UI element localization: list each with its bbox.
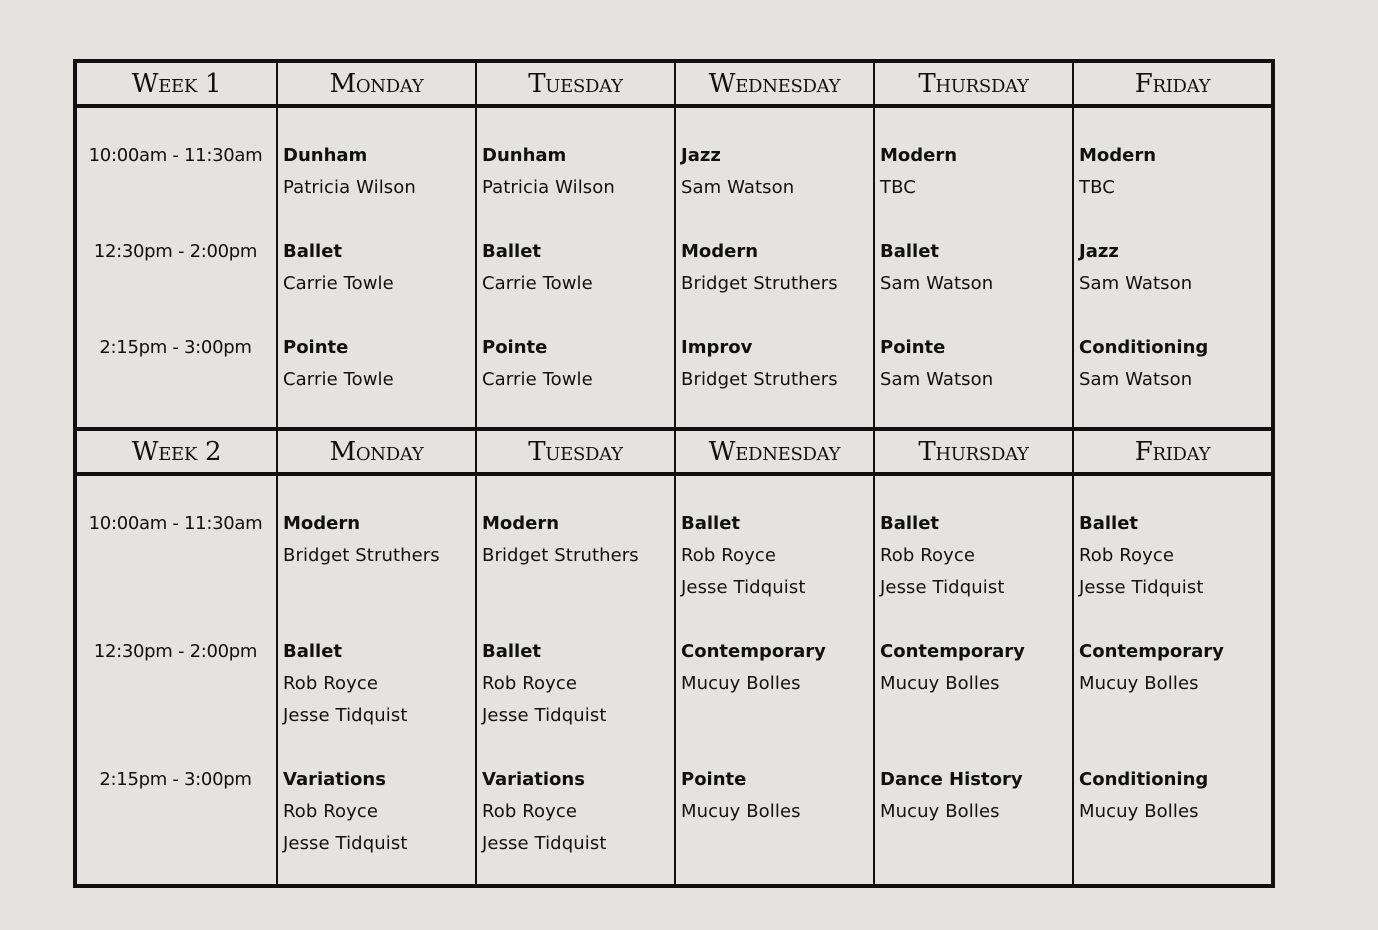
- class-name: Dunham: [283, 145, 368, 166]
- instructor-name: Rob Royce: [283, 801, 379, 822]
- instructor-name: Jesse Tidquist: [681, 577, 806, 598]
- day-header-thursday: Thursday: [873, 63, 1072, 104]
- class-entry: [283, 636, 475, 732]
- wednesday-column: [674, 108, 873, 427]
- day-header-tuesday: Tuesday: [475, 63, 674, 104]
- class-name: Ballet: [482, 641, 542, 662]
- class-name: Dance History: [880, 769, 1023, 790]
- instructor-name: Rob Royce: [283, 673, 379, 694]
- class-entry: [1079, 508, 1271, 604]
- week-1-body: [77, 108, 1271, 427]
- instructor-name: Jesse Tidquist: [482, 833, 607, 854]
- class-name: Dunham: [482, 145, 567, 166]
- instructor-name: Mucuy Bolles: [880, 801, 1000, 822]
- time-slot-3: 2:15pm - 3:00pm: [99, 337, 252, 358]
- class-entry: [482, 508, 674, 572]
- instructor-name: Rob Royce: [681, 545, 777, 566]
- time-slot-2: 12:30pm - 2:00pm: [93, 241, 258, 262]
- class-entry: [482, 636, 674, 732]
- instructor-name: Rob Royce: [482, 801, 578, 822]
- class-name: Contemporary: [1079, 641, 1224, 662]
- monday-column: [276, 476, 475, 888]
- class-name: Ballet: [681, 513, 741, 534]
- class-name: Contemporary: [681, 641, 826, 662]
- week-label: Week 1: [131, 68, 222, 99]
- class-entry: [283, 764, 475, 860]
- instructor-name: Jesse Tidquist: [283, 833, 408, 854]
- instructor-name: Bridget Struthers: [482, 545, 639, 566]
- class-name: Ballet: [880, 513, 940, 534]
- class-name: Modern: [880, 145, 958, 166]
- class-name: Conditioning: [1079, 337, 1209, 358]
- week-label: Week 2: [131, 436, 222, 467]
- instructor-name: Patricia Wilson: [482, 177, 615, 198]
- instructor-name: Sam Watson: [681, 177, 795, 198]
- class-entry: [482, 332, 674, 396]
- class-name: Ballet: [283, 241, 343, 262]
- class-entry: [880, 508, 1072, 604]
- class-name: Contemporary: [880, 641, 1025, 662]
- week-1-section: [77, 63, 1271, 427]
- time-slot-1: 10:00am - 11:30am: [88, 513, 263, 534]
- class-name: Modern: [482, 513, 560, 534]
- instructor-name: Carrie Towle: [283, 273, 394, 294]
- thursday-column: [873, 476, 1072, 888]
- instructor-name: Carrie Towle: [283, 369, 394, 390]
- day-header-friday: Friday: [1072, 63, 1271, 104]
- class-name: Modern: [1079, 145, 1157, 166]
- schedule-table: [73, 59, 1275, 888]
- class-name: Pointe: [880, 337, 946, 358]
- class-entry: [681, 508, 873, 604]
- instructor-name: Mucuy Bolles: [880, 673, 1000, 694]
- instructor-name: Sam Watson: [1079, 369, 1193, 390]
- class-entry: [482, 236, 674, 300]
- instructor-name: Sam Watson: [880, 273, 994, 294]
- class-entry: [283, 236, 475, 300]
- class-entry: [1079, 236, 1271, 300]
- class-entry: [1079, 140, 1271, 204]
- class-name: Pointe: [681, 769, 747, 790]
- instructor-name: TBC: [880, 177, 916, 198]
- day-header-friday: Friday: [1072, 431, 1271, 472]
- class-entry: [681, 636, 873, 700]
- time-slot-3: 2:15pm - 3:00pm: [99, 769, 252, 790]
- class-name: Jazz: [1079, 241, 1119, 262]
- instructor-name: Rob Royce: [1079, 545, 1175, 566]
- class-name: Ballet: [1079, 513, 1139, 534]
- day-header-wednesday: Wednesday: [674, 431, 873, 472]
- class-name: Pointe: [283, 337, 349, 358]
- class-name: Modern: [681, 241, 759, 262]
- instructor-name: Sam Watson: [1079, 273, 1193, 294]
- class-entry: [880, 332, 1072, 396]
- class-entry: [681, 236, 873, 300]
- thursday-column: [873, 108, 1072, 427]
- instructor-name: Sam Watson: [880, 369, 994, 390]
- day-header-tuesday: Tuesday: [475, 431, 674, 472]
- instructor-name: Jesse Tidquist: [880, 577, 1005, 598]
- class-entry: [482, 140, 674, 204]
- class-entry: [1079, 332, 1271, 396]
- class-entry: [681, 332, 873, 396]
- class-name: Ballet: [482, 241, 542, 262]
- class-entry: [681, 764, 873, 828]
- class-name: Jazz: [681, 145, 721, 166]
- class-entry: [283, 332, 475, 396]
- tuesday-column: [475, 476, 674, 888]
- class-entry: [283, 508, 475, 572]
- class-name: Modern: [283, 513, 361, 534]
- instructor-name: Mucuy Bolles: [1079, 673, 1199, 694]
- class-name: Pointe: [482, 337, 548, 358]
- class-entry: [283, 140, 475, 204]
- class-name: Conditioning: [1079, 769, 1209, 790]
- instructor-name: Bridget Struthers: [681, 273, 838, 294]
- instructor-name: Bridget Struthers: [283, 545, 440, 566]
- instructor-name: Jesse Tidquist: [283, 705, 408, 726]
- class-entry: [1079, 636, 1271, 700]
- instructor-name: Jesse Tidquist: [1079, 577, 1204, 598]
- class-entry: [880, 764, 1072, 828]
- instructor-name: Patricia Wilson: [283, 177, 416, 198]
- friday-column: [1072, 476, 1271, 888]
- instructor-name: Carrie Towle: [482, 369, 593, 390]
- day-header-thursday: Thursday: [873, 431, 1072, 472]
- time-column: [77, 476, 276, 888]
- wednesday-column: [674, 476, 873, 888]
- time-slot-1: 10:00am - 11:30am: [88, 145, 263, 166]
- instructor-name: TBC: [1079, 177, 1115, 198]
- instructor-name: Bridget Struthers: [681, 369, 838, 390]
- week-2-header-row: [77, 431, 1271, 476]
- class-name: Ballet: [880, 241, 940, 262]
- instructor-name: Mucuy Bolles: [681, 801, 801, 822]
- week-2-body: [77, 476, 1271, 888]
- class-name: Variations: [482, 769, 585, 790]
- class-entry: [880, 236, 1072, 300]
- class-name: Ballet: [283, 641, 343, 662]
- time-slot-2: 12:30pm - 2:00pm: [93, 641, 258, 662]
- time-column: [77, 108, 276, 427]
- tuesday-column: [475, 108, 674, 427]
- day-header-wednesday: Wednesday: [674, 63, 873, 104]
- instructor-name: Jesse Tidquist: [482, 705, 607, 726]
- day-header-monday: Monday: [276, 63, 475, 104]
- class-name: Variations: [283, 769, 386, 790]
- instructor-name: Carrie Towle: [482, 273, 593, 294]
- week-2-section: [77, 427, 1271, 888]
- day-header-monday: Monday: [276, 431, 475, 472]
- instructor-name: Rob Royce: [880, 545, 976, 566]
- class-name: Improv: [681, 337, 753, 358]
- class-entry: [482, 764, 674, 860]
- instructor-name: Mucuy Bolles: [681, 673, 801, 694]
- friday-column: [1072, 108, 1271, 427]
- instructor-name: Mucuy Bolles: [1079, 801, 1199, 822]
- week-1-header-row: [77, 63, 1271, 108]
- monday-column: [276, 108, 475, 427]
- class-entry: [1079, 764, 1271, 828]
- class-entry: [681, 140, 873, 204]
- instructor-name: Rob Royce: [482, 673, 578, 694]
- class-entry: [880, 140, 1072, 204]
- class-entry: [880, 636, 1072, 700]
